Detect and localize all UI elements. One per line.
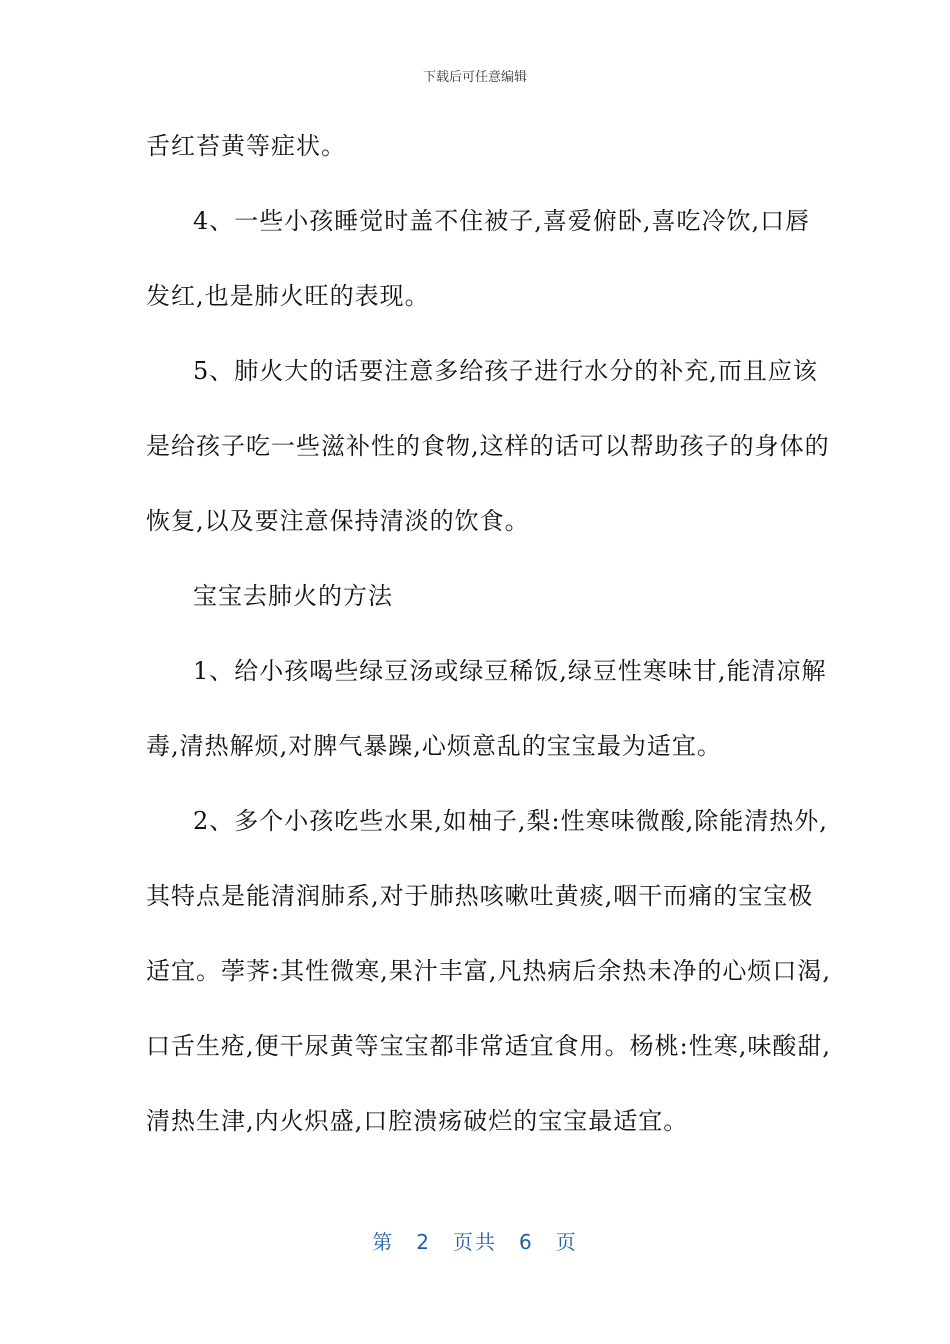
page-header: 下载后可任意编辑	[422, 70, 527, 85]
page-label-mid: 页共	[453, 1230, 497, 1254]
text-line: 是给孩子吃一些滋补性的食物,这样的话可以帮助孩子的身体的	[146, 432, 830, 460]
page-label-suffix: 页	[555, 1230, 578, 1254]
text-line: 5、肺火大的话要注意多给孩子进行水分的补充,而且应该	[193, 357, 818, 385]
page-label-prefix: 第	[372, 1230, 395, 1254]
page-footer	[0, 1226, 950, 1255]
text-line: 适宜。荸荠:其性微寒,果汁丰富,凡热病后余热未净的心烦口渴,	[146, 957, 831, 985]
total-pages-number: 6	[519, 1230, 534, 1254]
text-line: 口舌生疮,便干尿黄等宝宝都非常适宜食用。杨桃:性寒,味酸甜,	[146, 1032, 831, 1060]
text-line: 恢复,以及要注意保持清淡的饮食。	[146, 507, 530, 535]
current-page-number: 2	[416, 1230, 431, 1254]
section-heading: 宝宝去肺火的方法	[193, 582, 393, 610]
text-line: 1、给小孩喝些绿豆汤或绿豆稀饭,绿豆性寒味甘,能清凉解	[193, 657, 827, 685]
text-line: 毒,清热解烦,对脾气暴躁,心烦意乱的宝宝最为适宜。	[146, 732, 722, 760]
text-line: 发红,也是肺火旺的表现。	[146, 282, 430, 310]
text-line: 4、一些小孩睡觉时盖不住被子,喜爱俯卧,喜吃冷饮,口唇	[193, 207, 811, 235]
text-line: 舌红苔黄等症状。	[146, 132, 346, 160]
text-line: 其特点是能清润肺系,对于肺热咳嗽吐黄痰,咽干而痛的宝宝极	[146, 882, 814, 910]
text-line: 2、多个小孩吃些水果,如柚子,梨:性寒味微酸,除能清热外,	[193, 807, 828, 835]
text-line: 清热生津,内火炽盛,口腔溃疡破烂的宝宝最适宜。	[146, 1107, 689, 1135]
